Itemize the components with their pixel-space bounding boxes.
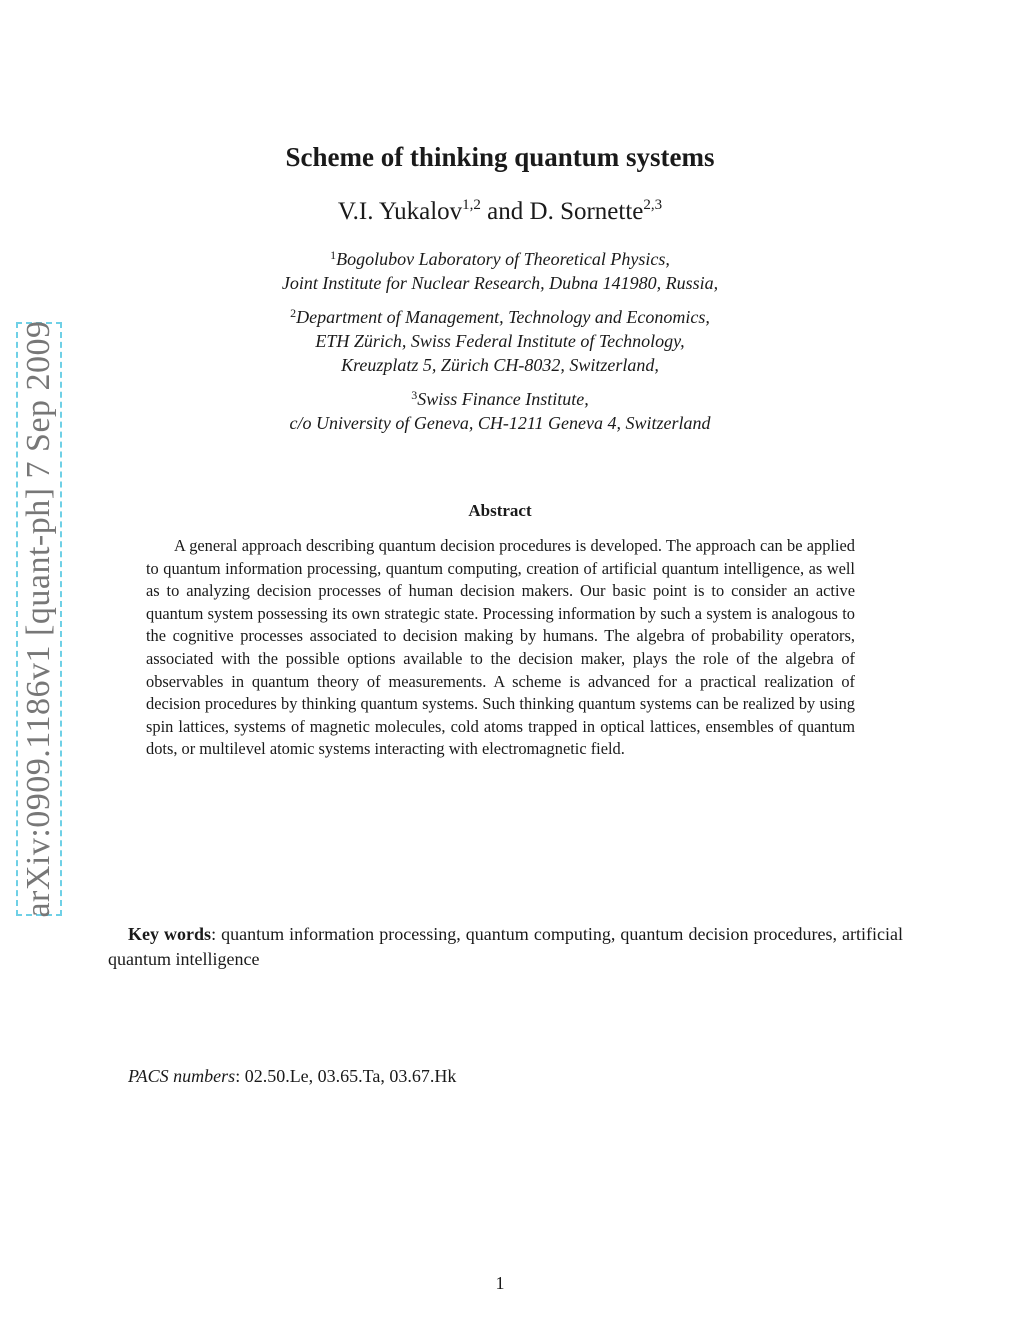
affiliation-mark: 1 <box>330 248 337 262</box>
arxiv-stamp-text: arXiv:0909.1186v1 [quant-ph] 7 Sep 2009 <box>20 320 57 918</box>
authors-joiner: and <box>487 198 524 225</box>
keywords-text: : quantum information processing, quantum computing, quantum decision procedures, artificial quantum intelligence <box>108 924 903 969</box>
author-affiliation-mark: 2,3 <box>643 197 663 213</box>
keywords <box>108 922 903 972</box>
affiliation-line: ETH Zürich, Swiss Federal Institute of Technology, <box>315 331 685 351</box>
affiliation-line: Joint Institute for Nuclear Research, Dubna 141980, Russia, <box>281 273 719 293</box>
author-name: D. Sornette <box>529 198 644 225</box>
affiliation-line: Kreuzplatz 5, Zürich CH-8032, Switzerland, <box>341 355 659 375</box>
paper-title: Scheme of thinking quantum systems <box>285 142 715 172</box>
abstract-text: A general approach describing quantum decision procedures is developed. The approach can be applied to quantum information processing, quantum computing, creation of artificial quantum intelligence, as well as to analyzing decision processes of human decision makers. Our basic point is to consider an active quantum system possessing its own strategic state. Processing information by such a system is analogous to the cognitive processes associated to decision making by humans. The algebra of probability operators, associated with the possible options available to the decision maker, plays the role of the algebra of observables in quantum theory of measurements. A scheme is advanced for a practical realization of decision procedures by thinking quantum systems. Such thinking quantum systems can be realized by using spin lattices, systems of magnetic molecules, cold atoms trapped in optical lattices, ensembles of quantum dots, or multilevel atomic systems interacting with electromagnetic field. <box>146 536 855 759</box>
author-list <box>0 197 1000 226</box>
author-name: V.I. Yukalov <box>337 198 463 225</box>
pacs-text: : 02.50.Le, 03.65.Ta, 03.67.Hk <box>235 1066 457 1086</box>
affiliation-line: Department of Management, Technology and Economics, <box>296 307 710 327</box>
affiliation-3 <box>0 383 1000 435</box>
pacs-numbers <box>128 1066 456 1087</box>
affiliation-1 <box>0 243 1000 295</box>
keywords-label: Key words <box>128 924 212 944</box>
pacs-label: PACS numbers <box>128 1066 236 1086</box>
page-number: 1 <box>495 1273 505 1293</box>
affiliation-mark: 2 <box>290 306 297 320</box>
abstract-heading: Abstract <box>468 501 532 520</box>
affiliation-line: c/o University of Geneva, CH-1211 Geneva 4, Switzerland <box>289 413 711 433</box>
affiliation-line: Swiss Finance Institute, <box>417 389 589 409</box>
affiliation-mark: 3 <box>411 388 418 402</box>
affiliation-2 <box>0 301 1000 377</box>
author-affiliation-mark: 1,2 <box>462 197 481 213</box>
affiliation-line: Bogolubov Laboratory of Theoretical Physics, <box>336 249 670 269</box>
